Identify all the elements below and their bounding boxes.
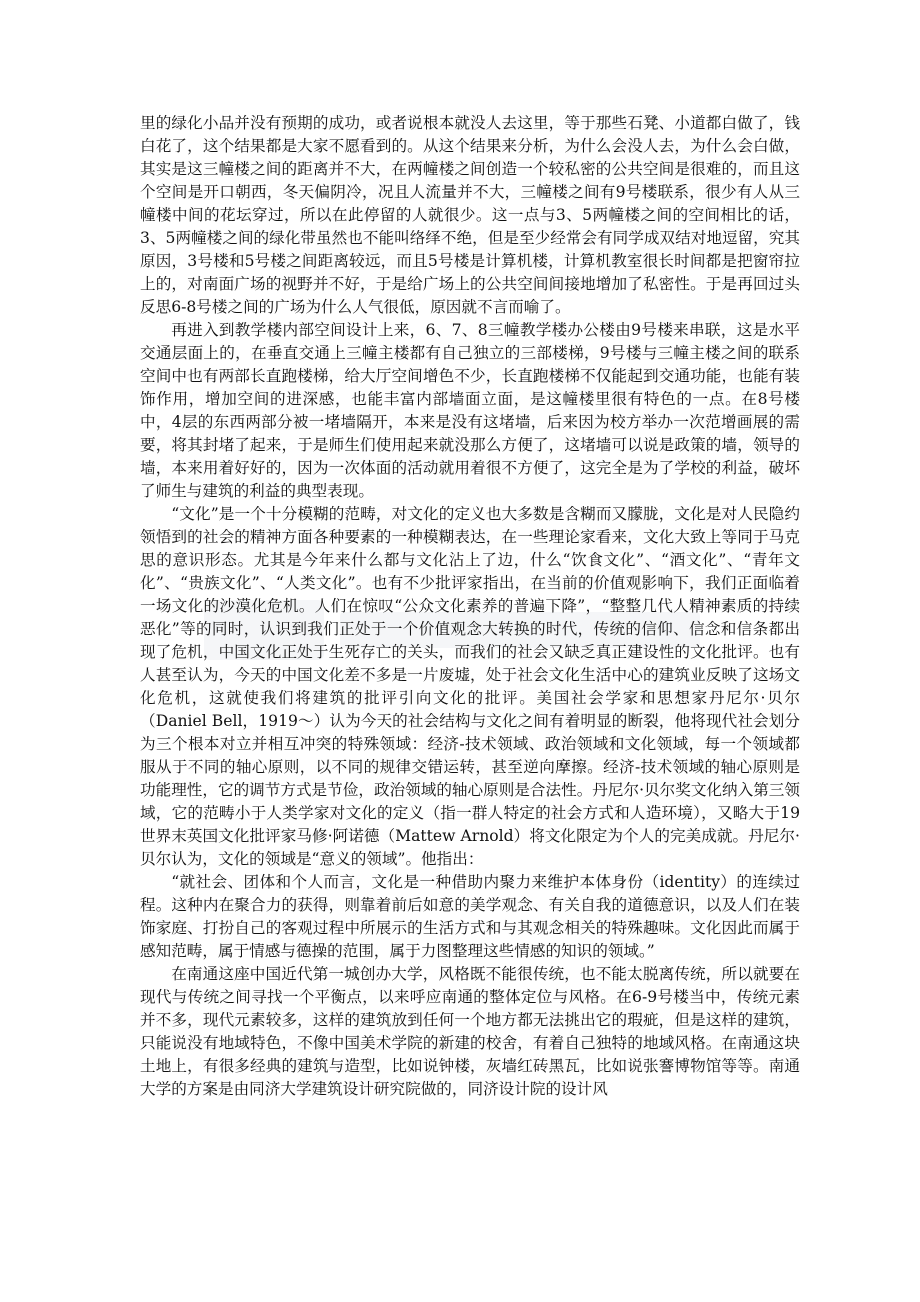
paragraph-5: 在南通这座中国近代第一城创办大学，风格既不能很传统，也不能太脱离传统，所以就要在现代与传统之间寻找一个平衡点，以来呼应南通的整体定位与风格。在6-9号楼当中，传统元素并不多，现代元素较多，这样的建筑放到任何一个地方都无法挑出它的瑕疵，但是这样的建筑，只能说没有地域特色，不像中国美术学院的新建的校舍，有着自己独特的地域风格。在南通这块土地上，有很多经典的建筑与造型，比如说钟楼，灰墙红砖黑瓦，比如说张謇博物馆等等。南通大学的方案是由同济大学建筑设计研究院做的，同济设计院的设计风 (140, 965, 800, 1098)
paragraph-2: 再进入到教学楼内部空间设计上来，6、7、8三幢教学楼办公楼由9号楼来串联，这是水平交通层面上的，在垂直交通上三幢主楼都有自己独立的三部楼梯，9号楼与三幢主楼之间的联系空间中也有两部长直跑楼梯，给大厅空间增色不少，长直跑楼梯不仅能起到交通功能，也能有装饰作用，增加空间的进深感，也能丰富内部墙面立面，是这幢楼里很有特色的一点。在8号楼中，4层的东西两部分被一堵墙隔开，本来是没有这堵墙，后来因为校方举办一次范增画展的需要，将其封堵了起来，于是师生们使用起来就没那么方便了，这堵墙可以说是政策的墙，领导的墙，本来用着好好的，因为一次体面的活动就用着很不方便了，这完全是为了学校的利益，破坏了师生与建筑的利益的典型表现。 (140, 321, 800, 500)
document-body (140, 112, 800, 1101)
paragraph-1: 里的绿化小品并没有预期的成功，或者说根本就没人去这里，等于那些石凳、小道都白做了，钱白花了，这个结果都是大家不愿看到的。从这个结果来分析，为什么会没人去，为什么会白做，其实是这三幢楼之间的距离并不大，在两幢楼之间创造一个较私密的公共空间是很难的，而且这个空间是开口朝西，冬天偏阴冷，况且人流量并不大，三幢楼之间有9号楼联系，很少有人从三幢楼中间的花坛穿过，所以在此停留的人就很少。这一点与3、5两幢楼之间的空间相比的话，3、5两幢楼之间的绿化带虽然也不能叫络绎不绝，但是至少经常会有同学成双结对地逗留，究其原因，3号楼和5号楼之间距离较远，而且5号楼是计算机楼，计算机教室很长时间都是把窗帘拉上的，对南面广场的视野并不好，于是给广场上的公共空间间接地增加了私密性。于是再回过头反思6-8号楼之间的广场为什么人气很低，原因就不言而喻了。 (140, 114, 800, 316)
paragraph-3: “文化”是一个十分模糊的范畴，对文化的定义也大多数是含糊而又朦胧，文化是对人民隐约领悟到的社会的精神方面各种要素的一种模糊表达，在一些理论家看来，文化大致上等同于马克思的意识形态。尤其是今年来什么都与文化沾上了边，什么“饮食文化”、“酒文化”、“青年文化”、“贵族文化”、“人类文化”。也有不少批评家指出，在当前的价值观影响下，我们正面临着一场文化的沙漠化危机。人们在惊叹“公众文化素养的普遍下降”，“整整几代人精神素质的持续恶化”等的同时，认识到我们正处于一个价值观念大转换的时代，传统的信仰、信念和信条都出现了危机，中国文化正处于生死存亡的关头，而我们的社会又缺乏真正建设性的文化批评。也有人甚至认为，今天的中国文化差不多是一片废墟，处于社会文化生活中心的建筑业反映了这场文化危机，这就使我们将建筑的批评引向文化的批评。美国社会学家和思想家丹尼尔·贝尔（Daniel Bell，1919～）认为今天的社会结构与文化之间有着明显的断裂，他将现代社会划分为三个根本对立并相互冲突的特殊领域：经济-技术领域、政治领域和文化领域，每一个领域都服从于不同的轴心原则，以不同的规律交错运转，甚至逆向摩擦。经济-技术领域的轴心原则是功能理性，它的调节方式是节俭，政治领域的轴心原则是合法性。丹尼尔·贝尔奖文化纳入第三领域，它的范畴小于人类学家对文化的定义（指一群人特定的社会方式和人造环境），又略大于19世界末英国文化批评家马修·阿诺德（Mattew Arnold）将文化限定为个人的完美成就。丹尼尔·贝尔认为，文化的领域是“意义的领域”。他指出： (140, 505, 800, 868)
quotation-paragraph: “就社会、团体和个人而言，文化是一种借助内聚力来维护本体身份（identity）的连续过程。这种内在聚合力的获得，则靠着前后如意的美学观念、有关自我的道德意识，以及人们在装饰家庭、打扮自己的客观过程中所展示的生活方式和与其观念相关的特殊趣味。文化因此而属于感知范畴，属于情感与德操的范围，属于力图整理这些情感的知识的领域。” (140, 873, 800, 960)
